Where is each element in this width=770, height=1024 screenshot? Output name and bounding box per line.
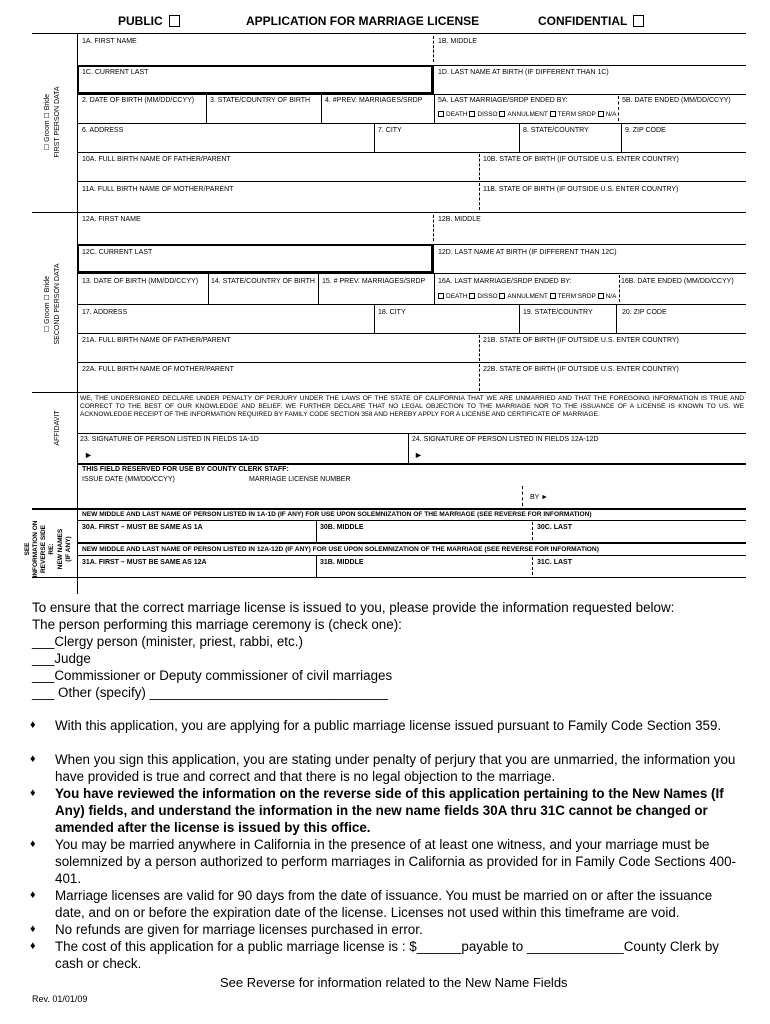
field-18-label: 18. CITY [378,309,406,316]
field-11b-label: 11B. STATE OF BIRTH (IF OUTSIDE U.S. ENTER COUNTRY) [483,186,679,193]
field-30a-label: 30A. FIRST – MUST BE SAME AS 1A [82,524,203,531]
public-checkbox[interactable] [169,15,180,27]
rule [77,463,746,465]
instructions-intro: To ensure that the correct marriage license is issued to you, please provide the information requested below: [32,600,675,615]
field-5a-options[interactable] [438,111,616,119]
rule [433,244,434,273]
field-14-label: 14. STATE/COUNTRY OF BIRTH [211,278,315,285]
rule [77,123,746,124]
field-31b-label: 31B. MIDDLE [320,559,364,566]
public-option[interactable] [118,14,180,28]
bullet-icon: ♦ [30,719,36,731]
first-groom-bride-options[interactable]: ☐ Groom ☐ Bride [44,93,51,151]
re-label: RE: [48,543,55,555]
affidavit-text: WE, THE UNDERSIGNED DECLARE UNDER PENALTY OF PERJURY UNDER THE LAWS OF THE STATE OF CALIFORNIA THAT WE ARE UNMARRIED AND THAT THE FOREGOING INFORMATION IS TRUE AND CORRECT TO THE BEST OF OUR KNOWLEDGE AND BELIEF. WE FURTHER DECLARE THAT NO LEGAL OBJECTION TO THE MARRIAGE NOR TO THE ISSUANCE OF A LICENSE IS KNOWN TO US. WE ACKNOWLEDGE RECEIPT OF THE INFORMATION REQUIRED BY FAMILY CODE SECTION 358 AND HEREBY APPLY FOR A LICENSE AND CERTIFICATE OF MARRIAGE. [80,395,744,419]
rule [479,183,480,210]
rule [434,94,435,123]
new-names-header-1: NEW MIDDLE AND LAST NAME OF PERSON LISTED IN 1A-1D (IF ANY) FOR USE UPON SOLEMNIZATION OF THE MARRIAGE (SEE REVERSE FOR INFORMATION) [82,511,592,518]
field-12b-label: 12B. MIDDLE [438,216,481,223]
new-names-header-2: NEW MIDDLE AND LAST NAME OF PERSON LISTED IN 12A-12D (IF ANY) FOR USE UPON SOLEMNIZATION OF THE MARRIAGE (SEE REVERSE FOR INFORMATION) [82,546,599,553]
field-12a-label: 12A. FIRST NAME [82,216,141,223]
rule [206,94,207,123]
field-16a-label: 16A. LAST MARRIAGE/SRDP ENDED BY: [438,278,572,285]
confidential-label: CONFIDENTIAL [538,14,628,28]
disso-checkbox[interactable] [469,293,475,299]
na-checkbox[interactable] [598,293,604,299]
confidential-option[interactable] [538,14,644,28]
new-names-label: NEW NAMES [57,528,64,570]
field-12d-label: 12D. LAST NAME AT BIRTH (IF DIFFERENT THAN 12C) [438,249,617,256]
na-option-label: N/A [605,293,617,300]
first-person-data-label: FIRST PERSON DATA [54,86,61,158]
rule [77,520,746,521]
field-22b-label: 22B. STATE OF BIRTH (IF OUTSIDE U.S. ENTER COUNTRY) [483,366,679,373]
field-10a-label: 10A. FULL BIRTH NAME OF FATHER/PARENT [82,156,231,163]
field-16a-options[interactable] [438,293,616,301]
rule [77,304,746,305]
bullet-icon: ♦ [30,923,36,935]
rule [433,215,434,241]
bullet-text-2: When you sign this application, you are stating under penalty of perjury that you are unmarried, the information you have provided is true and correct and that there is no legal objection to the marriage. [55,752,736,784]
rule [77,433,746,434]
na-checkbox[interactable] [598,111,604,117]
signature-2-arrow-icon: ► [414,450,423,460]
license-number-label: MARRIAGE LICENSE NUMBER [249,476,351,483]
issue-date-label: ISSUE DATE (MM/DD/CCYY) [82,476,175,483]
option-commissioner[interactable]: ___Commissioner or Deputy commissioner of civil marriages [32,668,393,683]
field-4-label: 4. #PREV. MARRIAGES/SRDP [325,97,423,104]
rule [519,304,520,333]
bullet-icon: ♦ [30,838,36,850]
see-label: SEE [24,542,31,556]
annulment-checkbox[interactable] [499,293,505,299]
field-11a-label: 11A. FULL BIRTH NAME OF MOTHER/PARENT [82,186,234,193]
field-21a-label: 21A. FULL BIRTH NAME OF FATHER/PARENT [82,337,231,344]
death-option-label: DEATH [446,293,468,300]
term-srdp-checkbox[interactable] [550,111,556,117]
death-checkbox[interactable] [438,111,444,117]
bullet-text-3: You have reviewed the information on the reverse side of this application pertaining to the New Names (If Any) fields, and understand the information in the new name fields 30A thru 31C cannot be changed or amended after the license is issued by this office. [55,786,724,835]
rule [316,555,317,577]
option-other[interactable]: ___ Other (specify) ________________________________ [32,685,388,700]
rule [479,154,480,180]
rule [532,557,533,575]
bullet-icon: ♦ [30,787,36,799]
officiant-question: The person performing this marriage ceremony is (check one): [32,617,402,632]
signature-2-field[interactable] [426,446,741,461]
field-5a-label: 5A. LAST MARRIAGE/SRDP ENDED BY: [438,97,568,104]
revision-label: Rev. 01/01/09 [32,994,88,1004]
field-31c-label: 31C. LAST [537,559,573,566]
field-21b-label: 21B. STATE OF BIRTH (IF OUTSIDE U.S. ENTER COUNTRY) [483,337,679,344]
rule [208,273,209,304]
rule [77,94,746,95]
affidavit-label: AFFIDAVIT [54,410,61,446]
confidential-checkbox[interactable] [633,15,644,27]
annulment-option-label: ANNULMENT [507,293,548,300]
rule [408,433,409,463]
bullet-text-1: With this application, you are applying for a public marriage license issued pursuant to Family Code Section 359. [55,718,722,733]
field-15-label: 15. # PREV. MARRIAGES/SRDP [322,278,426,285]
signature-1-arrow-icon: ► [84,450,93,460]
field-9-label: 9. ZIP CODE [625,127,666,134]
option-clergy[interactable]: ___Clergy person (minister, priest, rabbi, etc.) [32,634,303,649]
rule [434,273,435,304]
rule [77,273,746,274]
public-label: PUBLIC [118,14,163,28]
rule [619,275,620,302]
annulment-option-label: ANNULMENT [507,111,548,118]
option-judge[interactable]: ___Judge [32,651,91,666]
field-24-label: 24. SIGNATURE OF PERSON LISTED IN FIELDS 12A-12D [412,436,599,443]
field-1d-label: 1D. LAST NAME AT BIRTH (IF DIFFERENT THAN 1C) [438,69,609,76]
bullet-text-7: The cost of this application for a public marriage license is : $______payable to _____________County Clerk by cash or check. [55,939,719,971]
rule [479,364,480,391]
field-1c-label: 1C. CURRENT LAST [82,69,149,76]
field-1a-label: 1A. FIRST NAME [82,38,137,45]
rule [374,304,375,333]
second-groom-bride-options[interactable]: ☐ Groom ☐ Bride [44,275,51,333]
rule [522,486,523,506]
field-3-label: 3. STATE/COUNTRY OF BIRTH [210,97,311,104]
bullet-icon: ♦ [30,889,36,901]
field-13-label: 13. DATE OF BIRTH (MM/DD/CCYY) [82,278,199,285]
rule [316,520,317,542]
by-arrow-icon: ► [541,494,549,501]
rule [621,123,622,152]
rule [77,152,746,153]
annulment-checkbox[interactable] [499,111,505,117]
field-31a-label: 31A. FIRST – MUST BE SAME AS 12A [82,559,207,566]
rule [77,362,746,363]
bullet-icon: ♦ [30,940,36,952]
rule [433,36,434,62]
death-option-label: DEATH [446,111,468,118]
rule [519,123,520,152]
field-12c-label: 12C. CURRENT LAST [82,249,153,256]
bullet-text-4: You may be married anywhere in California in the presence of at least one witness, and your marriage must be solemnized by a person authorized to perform marriages in California as provided for in Family Code Sections 400-401. [55,837,737,886]
form-title: APPLICATION FOR MARRIAGE LICENSE [246,14,480,28]
field-2-label: 2. DATE OF BIRTH (MM/DD/CCYY) [82,97,195,104]
rule [532,522,533,540]
rule [374,123,375,152]
disso-option-label: DISSO [477,111,498,118]
field-19-label: 19. STATE/COUNTRY [523,309,593,316]
field-17-label: 17. ADDRESS [82,309,128,316]
rule [616,304,617,333]
field-7-label: 7. CITY [378,127,402,134]
rule [77,542,746,544]
rule [433,65,434,94]
field-10b-label: 10B. STATE OF BIRTH (IF OUTSIDE U.S. ENTER COUNTRY) [483,156,679,163]
na-option-label: N/A [605,111,617,118]
signature-1-field[interactable] [96,446,401,461]
rule [321,94,322,123]
information-on-label: INFORMATION ON [32,520,39,578]
by-text: BY [530,494,540,501]
by-label [530,494,548,502]
rule [77,555,746,556]
term-srdp-option-label: TERM SRDP [557,111,596,118]
see-reverse-note: See Reverse for information related to the New Name Fields [220,975,568,990]
field-8-label: 8. STATE/COUNTRY [523,127,589,134]
rule [618,96,619,121]
second-person-data-label: SECOND PERSON DATA [54,263,61,345]
term-srdp-checkbox[interactable] [550,293,556,299]
rule-section [32,212,746,213]
term-srdp-option-label: TERM SRDP [557,293,596,300]
rule-bottom [32,577,746,578]
clerk-reserved-label: THIS FIELD RESERVED FOR USE BY COUNTY CLERK STAFF: [82,466,289,473]
disso-checkbox[interactable] [469,111,475,117]
rule [77,333,746,334]
bullet-icon: ♦ [30,753,36,765]
field-5b-label: 5B. DATE ENDED (MM/DD/CCYY) [622,97,731,104]
field-23-label: 23. SIGNATURE OF PERSON LISTED IN FIELDS 1A-1D [80,436,259,443]
field-6-label: 6. ADDRESS [82,127,124,134]
field-22a-label: 22A. FULL BIRTH NAME OF MOTHER/PARENT [82,366,234,373]
field-30b-label: 30B. MIDDLE [320,524,364,531]
bullet-text-5: Marriage licenses are valid for 90 days from the date of issuance. You must be married on or after the issuance date, and on or before the expiration date of the license. Licenses not used within this timeframe are void. [55,888,713,920]
rule-section [32,392,746,393]
field-16b-label: 16B. DATE ENDED (MM/DD/CCYY) [621,278,734,285]
bullet-text-6: No refunds are given for marriage licenses purchased in error. [55,922,423,937]
rule [479,335,480,361]
field-30c-label: 30C. LAST [537,524,573,531]
death-checkbox[interactable] [438,293,444,299]
rule-section [32,508,746,510]
rule [318,273,319,304]
rule [77,181,746,182]
rule-top [32,33,746,34]
reverse-side-label: REVERSE SIDE [40,524,47,574]
if-any-label: (IF ANY) [65,536,72,562]
field-1b-label: 1B. MIDDLE [438,38,477,45]
disso-option-label: DISSO [477,293,498,300]
field-20-label: 20. ZIP CODE [622,309,667,316]
